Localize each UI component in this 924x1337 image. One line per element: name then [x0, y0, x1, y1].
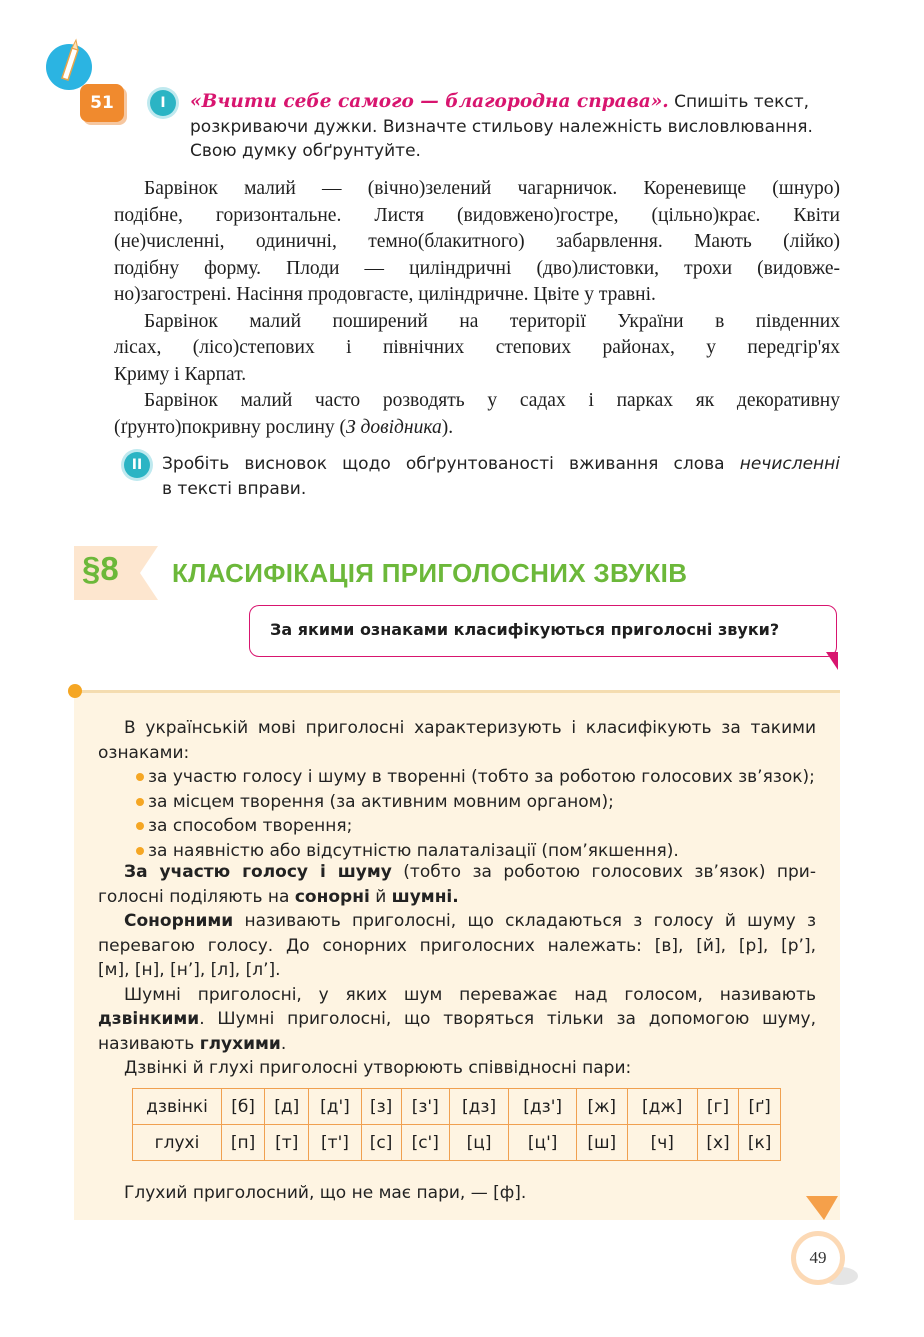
paragraph-text: й — [369, 886, 392, 907]
list-item — [124, 790, 816, 815]
table-cell: [ч] — [627, 1125, 697, 1161]
paragraph-2-line2: перевагою голосу. До сонорних приголосних належать: [в], [й], [р], [р’], — [98, 935, 816, 956]
table-cell: [дз'] — [509, 1089, 577, 1125]
task-marker-1: I — [150, 90, 176, 116]
task-1-line2: розкриваючи дужки. Визначте стильову належність висловлювання. — [190, 116, 813, 137]
text-line: Барвінок малий поширений на території України в південних — [144, 310, 840, 332]
table-cell: [т'] — [309, 1125, 361, 1161]
term-bold: дзвінкими — [98, 1009, 200, 1029]
pen-icon-badge — [46, 44, 92, 90]
paragraph-text: називають приголосні, що складаються з голосу й шуму з — [233, 911, 816, 931]
table-cell: [д] — [265, 1089, 309, 1125]
theory-text — [98, 716, 816, 863]
table-cell: [т] — [265, 1125, 309, 1161]
intro-line2: ознаками: — [98, 742, 190, 763]
table-cell: [с'] — [401, 1125, 449, 1161]
list-item — [124, 765, 816, 790]
list-item-text: за участю голосу і шуму в творенні (тобто за роботою голосових зв’язок); — [148, 767, 815, 787]
paragraph-text: . — [280, 1033, 287, 1054]
task-1-quote: «Вчити себе самого — благородна справа». — [190, 91, 669, 112]
table-cell: [б] — [222, 1089, 265, 1125]
term-bold: Сонорними — [124, 911, 234, 931]
row-label: глухі — [133, 1125, 222, 1161]
exercise-number: 51 — [80, 84, 124, 122]
task-1 — [190, 90, 840, 164]
table-cell: [ж] — [576, 1089, 627, 1125]
section-title: КЛАСИФІКАЦІЯ ПРИГОЛОСНИХ ЗВУКІВ — [172, 558, 688, 588]
section-number: §8 — [82, 550, 119, 587]
theory-dot — [68, 684, 82, 698]
table-cell: [дж] — [627, 1089, 697, 1125]
task-2-line2: в тексті вправи. — [162, 478, 307, 499]
bullet — [136, 798, 144, 806]
task-2-text: Зробіть висновок щодо обґрунтованості вживання слова — [162, 454, 725, 474]
paragraph-text: . Шумні приголосні, що творяться тільки за допомогою шуму, — [199, 1009, 816, 1029]
term-bold: сонорні — [294, 886, 370, 907]
list-item-text: за способом творення; — [148, 816, 353, 836]
table-row-voiced — [133, 1089, 781, 1125]
text-line: Барвінок малий — (вічно)зелений чагарничок. Кореневище (шнуро) — [144, 178, 840, 199]
bullet — [136, 773, 144, 781]
task-2 — [162, 452, 840, 501]
table-cell: [к] — [739, 1125, 781, 1161]
page-number: 49 — [796, 1236, 840, 1280]
paragraph-text: (тобто за роботою голосових зв’язок) при- — [391, 862, 816, 882]
source-end: ). — [441, 416, 454, 438]
paragraph-3-line2 — [98, 1007, 816, 1032]
text-fragment: (ґрунто)покривну рослину ( — [114, 416, 347, 438]
consonant-pairs-table — [132, 1088, 781, 1161]
text-line: подібне, горизонтальне. Листя (видовжено)гостре, (цільно)крає. Квіти — [114, 204, 840, 226]
list-item-text: за місцем творення (за активним мовним органом); — [148, 791, 614, 812]
paragraph-2-line1 — [98, 909, 816, 934]
text-line: Барвінок малий часто розводять у садах і парках як декоративну — [144, 390, 840, 411]
table-cell: [д'] — [309, 1089, 361, 1125]
section-question: За якими ознаками класифікуються приголосні звуки? — [270, 620, 780, 639]
theory-top-line — [74, 690, 840, 693]
term-bold: За участю голосу і шуму — [124, 862, 392, 882]
text-line: Криму і Карпат. — [114, 363, 247, 385]
text-line-last — [114, 415, 840, 442]
task-2-word: нечисленні — [739, 454, 841, 474]
list-item-text: за наявністю або відсутністю палаталізації (пом’якшення). — [148, 840, 679, 861]
table-cell: [с] — [361, 1125, 401, 1161]
task-1-line1: Спишіть текст, — [674, 92, 810, 112]
source-reference: З довідника — [346, 416, 442, 438]
table-cell: [п] — [222, 1125, 265, 1161]
text-line: (не)численні, одиничні, темно(блакитного) забарвлення. Мають (лійко) — [114, 231, 840, 252]
table-cell: [ґ] — [739, 1089, 781, 1125]
table-cell: [з] — [361, 1089, 401, 1125]
text-line: но)загострені. Насіння продовгасте, циліндричне. Цвіте у травні. — [114, 284, 656, 305]
paragraph-text: називають — [98, 1033, 200, 1054]
table-cell: [ц] — [449, 1125, 509, 1161]
table-cell: [ш] — [576, 1125, 627, 1161]
table-cell: [ц'] — [509, 1125, 577, 1161]
exercise-text — [114, 176, 840, 441]
theory-footer: Глухий приголосний, що не має пари, — [ф]. — [124, 1183, 527, 1203]
table-cell: [х] — [697, 1125, 738, 1161]
paragraph-1-line1 — [98, 860, 816, 885]
bullet — [136, 822, 144, 830]
table-cell: [дз] — [449, 1089, 509, 1125]
paragraph-text: голосні поділяють на — [98, 886, 295, 907]
pen-icon — [54, 38, 84, 84]
intro-line1: В українській мові приголосні характеризують і класифікують за такими — [124, 718, 816, 738]
paragraph-4: Дзвінкі й глухі приголосні утворюють співвідносні пари: — [124, 1058, 632, 1078]
table-cell: [з'] — [401, 1089, 449, 1125]
list-item — [124, 814, 816, 839]
table-row-voiceless — [133, 1125, 781, 1161]
theory-paragraphs — [98, 860, 816, 1081]
table-cell: [г] — [697, 1089, 738, 1125]
task-1-line3: Свою думку обґрунтуйте. — [190, 141, 421, 161]
bullet — [136, 847, 144, 855]
corner-arrow-icon — [806, 1196, 840, 1222]
paragraph-1-line2 — [98, 885, 816, 910]
criteria-list — [124, 765, 816, 863]
text-line: лісах, (лісо)степових і північних степових районах, у передгір'ях — [114, 337, 840, 358]
text-line: подібну форму. Плоди — циліндричні (дво)листовки, трохи (видовже- — [114, 257, 840, 279]
term-bold: шумні. — [391, 886, 459, 907]
question-box-corner — [826, 652, 840, 672]
term-bold: глухими — [199, 1033, 281, 1054]
paragraph-3-line1: Шумні приголосні, у яких шум переважає над голосом, називають — [124, 984, 816, 1005]
task-marker-2: II — [124, 452, 150, 478]
paragraph-3-line3 — [98, 1032, 816, 1057]
row-label: дзвінкі — [133, 1089, 222, 1125]
paragraph-2-line3: [м], [н], [н’], [л], [л’]. — [98, 960, 281, 980]
